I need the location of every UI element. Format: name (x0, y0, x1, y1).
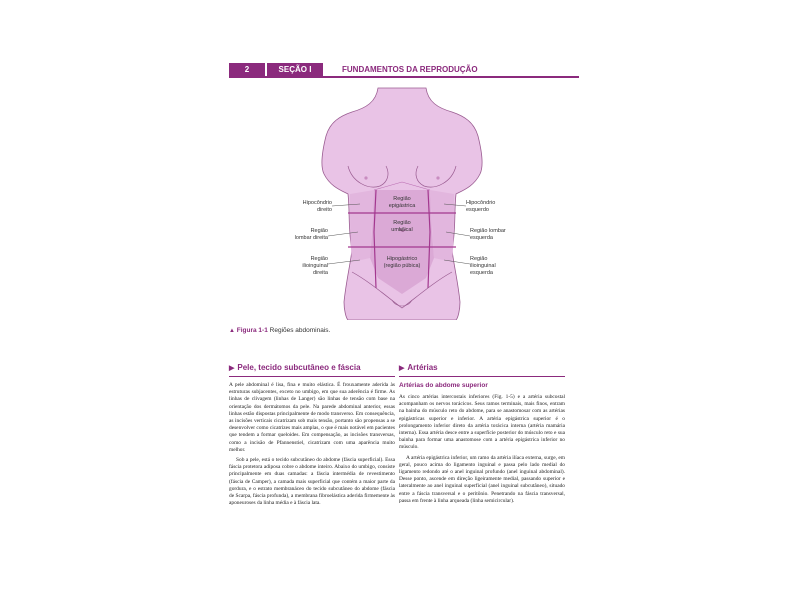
label-regiao-ilioinguinal-esquerda: Região ilioinguinal esquerda (470, 256, 496, 276)
label-regiao-ilioinguinal-direita: Região ilioinguinal direita (302, 256, 328, 276)
section-heading-text: Artérias (407, 363, 438, 372)
play-bullet-icon: ▶ (229, 365, 235, 372)
paragraph: As cinco artérias intercostais inferiores (Fig. 1-5) e a artéria subcostal acompanham os nervos torácicos. Seus ramos terminais, mais finos, entram na bainha do músculo reto do abdome, para se anastomosar com as artérias epigástricas superior e inferior. A artéria epigástrica superior é o prolongamento inferior direto da artéria torácica interna (artéria mamária interna). Essa artéria desce entre a superfície posterior do músculo reto e sua bainha para formar uma anastomose com a artéria epigástrica inferior no músculo. (399, 394, 565, 451)
lateral-shade-left (430, 190, 454, 262)
label-regiao-umbilical: Região umbilical (391, 220, 413, 233)
section-heading-pele (229, 362, 395, 377)
abdominal-regions-figure (290, 82, 510, 320)
label-regiao-lombar-esquerda: Região lombar esquerda (470, 228, 506, 241)
label-hipocondrio-esquerdo: Hipocôndrio esquerdo (466, 200, 496, 213)
right-column (399, 362, 565, 505)
chapter-title: FUNDAMENTOS DA REPRODUÇÃO (342, 65, 478, 74)
lateral-shade-right (350, 190, 374, 262)
label-hipogastrico: Hipogástrico (região púbica) (383, 256, 421, 269)
label-regiao-epigastrica: Região epigástrica (388, 196, 416, 209)
figure-caption (229, 327, 330, 334)
right-nipple (364, 176, 367, 179)
section-heading-text: Pele, tecido subcutâneo e fáscia (237, 363, 361, 372)
paragraph: Sob a pele, está o tecido subcutâneo do abdome (fáscia superficial). Essa fáscia protetora adiposa cobre o abdome inteiro. Abaixo do umbigo, consiste principalmente em duas camadas: a fáscia intermédia de revestimento (fáscia de Camper), a camada mais superficial que contém a maior parte da gordura, e o estrato membranáceo do tecido subcutâneo do abdome (fáscia de Scarpa, fáscia profunda), a membrana fibroelástica aderida firmemente às aponeuroses da linha média e à fáscia lata. (229, 457, 395, 507)
play-bullet-icon: ▶ (399, 365, 405, 372)
header-rule (229, 76, 579, 78)
subsection-heading: Artérias do abdome superior (399, 382, 488, 389)
paragraph: A artéria epigástrica inferior, um ramo da artéria ilíaca externa, surge, em geral, pouco acima do ligamento inguinal e passa pelo lado medial do ligamento redondo até o anel inguinal profundo (anel inguinal abdominal). Desse ponto, ascende em direção ligeiramente medial, passando superior e lateralmente ao anel inguinal superficial (anel inguinal subcutâneo), situado entre a fáscia transversal e o peritônio. Penetrando na fáscia transversal, passa em frente à linha arqueada (linha semicircular). (399, 454, 565, 504)
section-label: SEÇÃO I (267, 63, 323, 76)
section-heading-arterias (399, 362, 565, 377)
page-number: 2 (229, 63, 265, 76)
left-column (229, 362, 395, 507)
label-hipocondrio-direito: Hipocôndrio direito (302, 200, 332, 213)
figure-caption-label: Figura 1-1 (236, 327, 268, 334)
paragraph: A pele abdominal é lisa, fina e muito elástica. É frouxamente aderida às estruturas subjacentes, exceto no umbigo, em que sua aderência é firme. As linhas de clivagem (linhas de Langer) são linhas de tensão com base na orientação dos dermátomos da pele. Na parede abdominal anterior, essas linhas estão dispostas principalmente de modo transverso. Em consequência, as incisões verticais cicatrizam sob mais tensão, portanto são propensas a se desenvolver como cicatrizes mais amplas, o que é mais notável em pacientes que tendem a formar queloides. Em compensação, as incisões transversas, como a incisão de Pfannenstiel, cicatrizam com uma aparência muito melhor. (229, 382, 395, 453)
page-header (229, 63, 579, 76)
triangle-bullet-icon: ▲ (229, 328, 235, 334)
left-nipple (436, 176, 439, 179)
label-regiao-lombar-direita: Região lombar direita (294, 228, 328, 241)
figure-caption-text: Regiões abdominais. (269, 327, 331, 334)
